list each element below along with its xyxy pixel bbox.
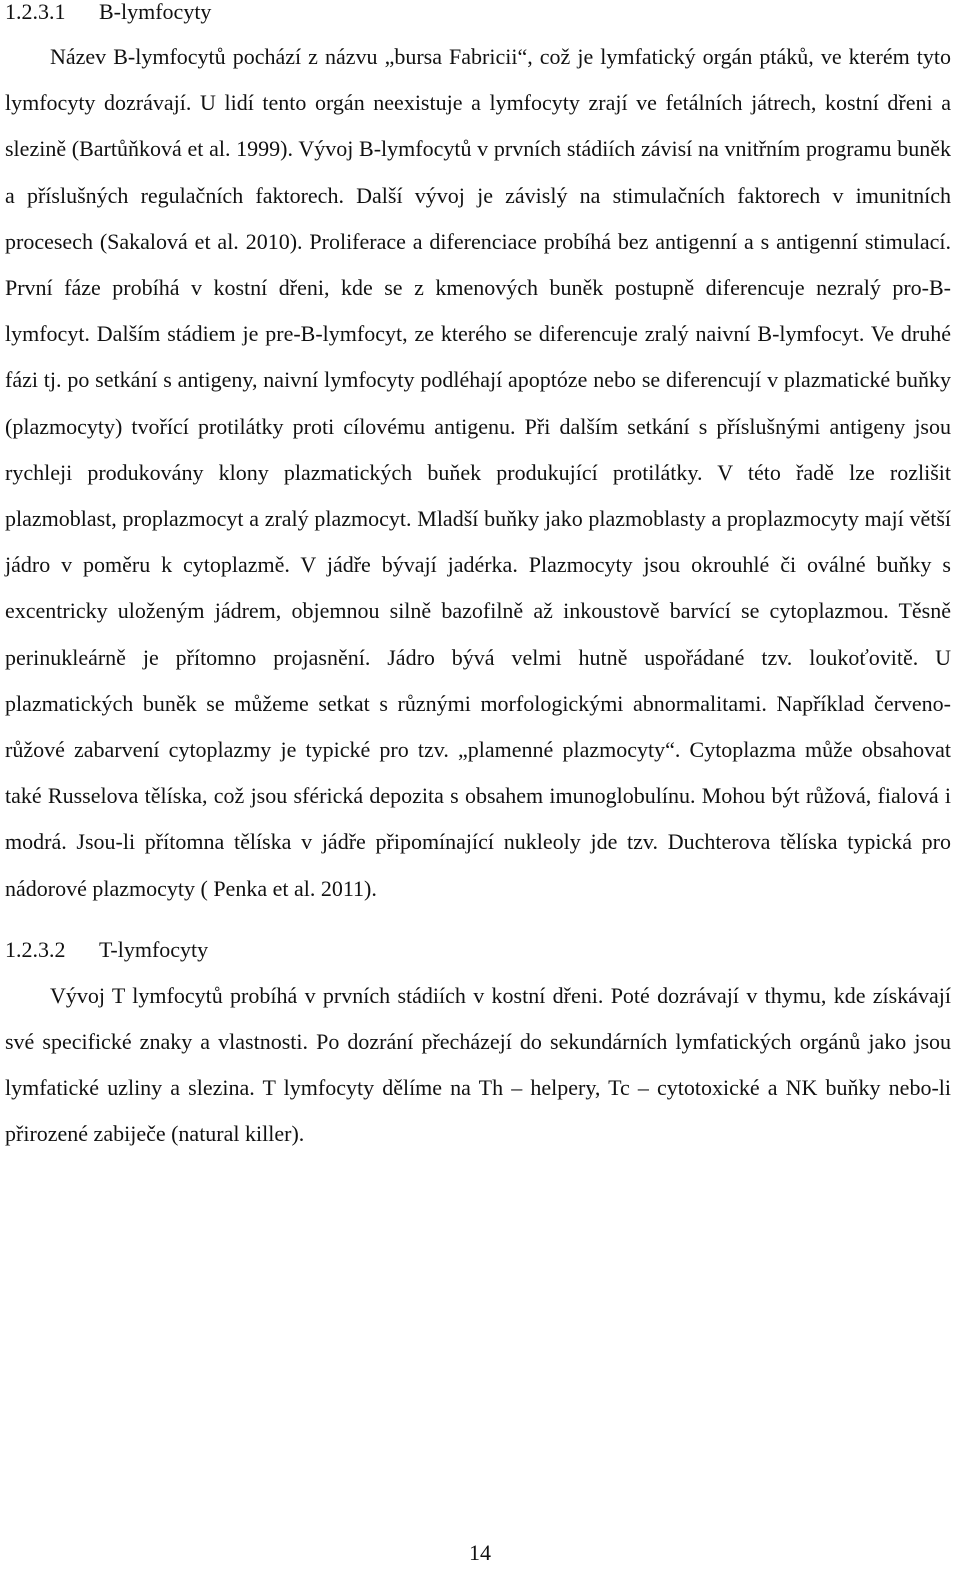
section-number: 1.2.3.1	[5, 0, 66, 24]
document-page	[5, 0, 951, 1158]
section-number: 1.2.3.2	[5, 936, 66, 962]
section-heading-b-lymfocyty	[5, 0, 951, 24]
paragraph-b-lymfocyty: Název B-lymfocytů pochází z názvu „bursa Fabricii“, což je lymfatický orgán ptáků, ve kterém tyto lymfocyty dozrávají. U lidí tento orgán neexistuje a lymfocyty zrají ve fetálních játrech, kostní dřeni a slezině (Bartůňková et al. 1999). Vývoj B-lymfocytů v prvních stádiích závisí na vnitřním programu buněk a příslušných regulačních faktorech. Další vývoj je závislý na stimulačních faktorech v imunitních procesech (Sakalová et al. 2010). Proliferace a diferenciace probíhá bez antigenní a s antigenní stimulací. První fáze probíhá v kostní dřeni, kde se z kmenových buněk postupně diferencuje nezralý pro-B-lymfocyt. Dalším stádiem je pre-B-lymfocyt, ze kterého se diferencuje zralý naivní B-lymfocyt. Ve druhé fázi tj. po setkání s antigeny, naivní lymfocyty podléhají apoptóze nebo se diferencují v plazmatické buňky (plazmocyty) tvořící protilátky proti cílovému antigenu. Při dalším setkání s příslušnými antigeny jsou rychleji produkovány klony plazmatických buňek produkující protilátky. V této řadě lze rozlišit plazmoblast, proplazmocyt a zralý plazmocyt. Mladší buňky jako plazmoblasty a proplazmocyty mají větší jádro v poměru k cytoplazmě. V jádře bývají jadérka. Plazmocyty jsou okrouhlé či oválné buňky s excentricky uloženým jádrem, objemnou silně bazofilně až inkoustově barvící se cytoplazmou. Těsně perinukleárně je přítomno projasnění. Jádro bývá velmi hutně uspořádané tzv. loukoťovitě. U plazmatických buněk se můžeme setkat s různými morfologickými abnormalitami. Například červeno-růžové zabarvení cytoplazmy je typické pro tzv. „plamenné plazmocyty“. Cytoplazma může obsahovat také Russelova tělíska, což jsou sférická depozita s obsahem imunoglobulínu. Mohou být růžová, fialová i modrá. Jsou-li přítomna tělíska v jádře připomínající nukleoly jde tzv. Duchterova tělíska typická pro nádorové plazmocyty ( Penka et al. 2011).	[5, 44, 951, 901]
paragraph-t-lymfocyty: Vývoj T lymfocytů probíhá v prvních stádiích v kostní dřeni. Poté dozrávají v thymu, kde získávají své specifické znaky a vlastnosti. Po dozrání přecházejí do sekundárních lymfatických orgánů jako jsou lymfatické uzliny a slezina. T lymfocyty dělíme na Th – helpery, Tc – cytotoxické a NK buňky nebo-li přirozené zabiječe (natural killer).	[5, 982, 951, 1147]
page-number: 14	[469, 1540, 491, 1565]
section-heading-t-lymfocyty	[5, 938, 951, 962]
section-title: B-lymfocyty	[99, 0, 212, 24]
section-title: T-lymfocyty	[99, 936, 209, 962]
